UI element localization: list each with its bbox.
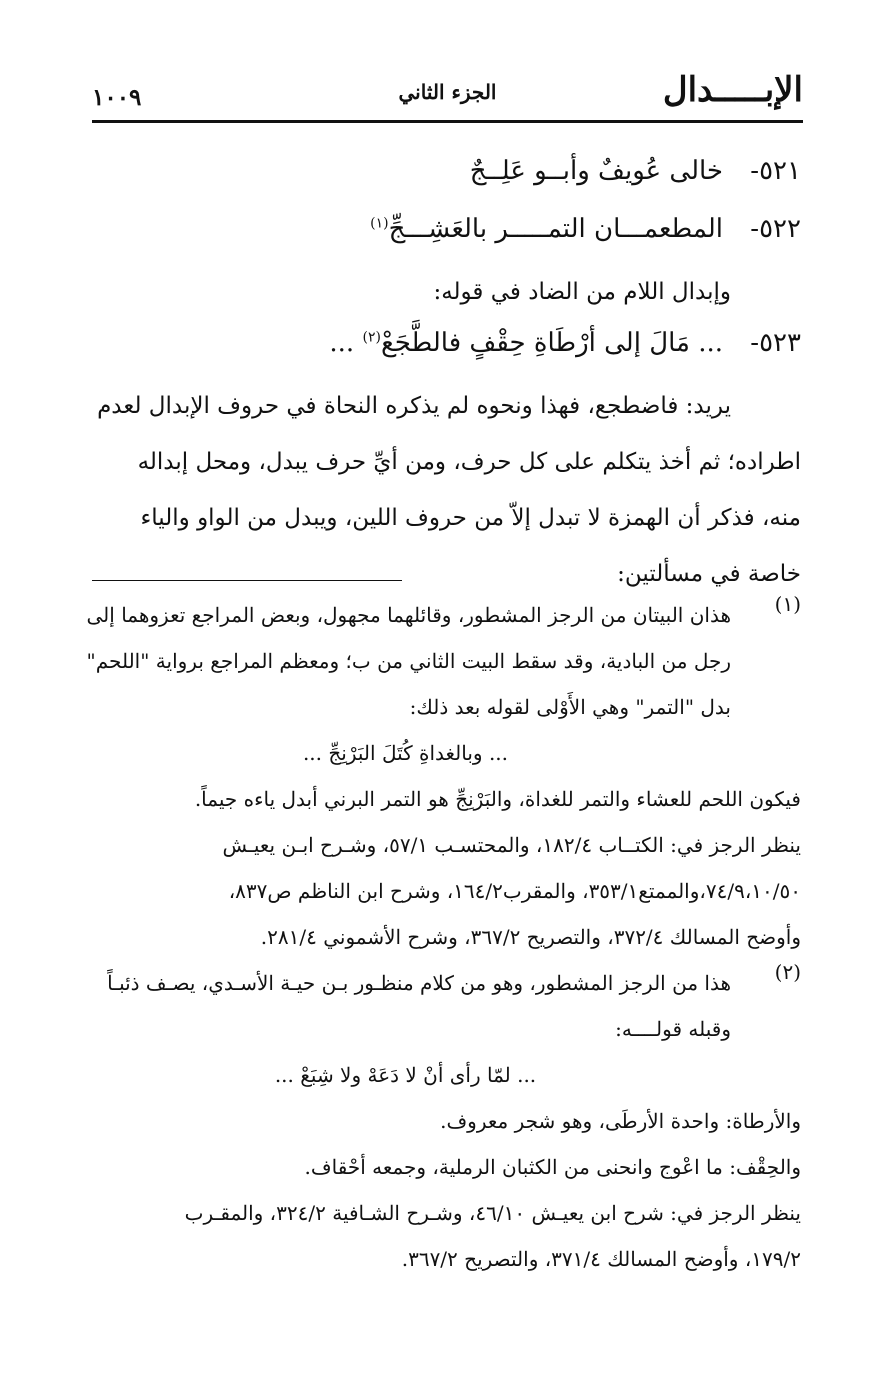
part-label: الجزء الثاني — [398, 80, 497, 104]
paragraph-line: منه، فذكر أن الهمزة لا تبدل إلاّ من حروف اللين، ويبدل من الواو والياء — [140, 505, 801, 531]
footnote-line: رجل من البادية، وقد سقط البيت الثاني من ب؛ ومعظم المراجع برواية "اللحم" — [86, 649, 731, 673]
verse-number: ٥٢٢- — [750, 214, 801, 244]
footnote-line: والأرطاة: واحدة الأرطَى، وهو شجر معروف. — [440, 1109, 801, 1133]
verse-body: المطعمـــان التمـــــر بالعَشِـــجِّ — [388, 214, 723, 244]
footnote-number: (٢) — [774, 960, 801, 984]
footnote-line: فيكون اللحم للعشاء والتمر للغداة، والبَرْنِجِّ هو التمر البرني أبدل ياءه جيماً. — [194, 787, 801, 811]
footnote-ref-2: (٢) — [362, 329, 381, 346]
paragraph-line: يريد: فاضطجع، فهذا ونحوه لم يذكره النحاة في حروف الإبدال لعدم — [97, 393, 731, 419]
footnote-line: وأوضح المسالك ٣٧٢/٤، والتصريح ٣٦٧/٢، وشرح الأشموني ٢٨١/٤. — [260, 925, 801, 949]
footnote-line: ينظر الرجز في: شرح ابن يعيـش ٤٦/١٠، وشـرح الشـافية ٣٢٤/٢، والمقـرب — [184, 1201, 801, 1225]
page-number: ١٠٠٩ — [92, 84, 142, 111]
verse-number: ٥٢١- — [750, 156, 801, 186]
footnote-line: ٧٤/٩،١٠/٥٠،والممتع٣٥٣/١، والمقرب١٦٤/٢، وشرح ابن الناظم ص٨٣٧، — [228, 879, 801, 903]
footnote-line: بدل "التمر" وهي الأَوْلى لقوله بعد ذلك: — [409, 695, 731, 719]
footnote-line: والحِقْف: ما اعْوج وانحنى من الكثبان الرملية، وجمعه أحْقاف. — [304, 1155, 801, 1179]
footnote-number: (١) — [774, 592, 801, 616]
footnote-separator — [92, 580, 402, 581]
verse-523 — [98, 320, 801, 378]
chapter-title: الإبـــــدال — [662, 70, 803, 110]
paragraph-line: اطراده؛ ثم أخذ يتكلم على كل حرف، ومن أيِّ حرف يبدل، ومحل إبداله — [137, 449, 801, 475]
intro-line: وإبدال اللام من الضاد في قوله: — [433, 279, 731, 305]
verse-text: خالى عُويفٌ وأبــو عَلِــجٌ — [469, 156, 723, 186]
verse-522 — [98, 206, 801, 264]
footnote-verse: ... لمّا رأى أنْ لا دَعَهْ ولا شِبَعْ ... — [274, 1063, 537, 1087]
verse-text — [370, 214, 723, 244]
main-text — [98, 148, 801, 602]
paragraph-line: خاصة في مسألتين: — [617, 561, 801, 587]
verse-trail: ... — [329, 328, 363, 358]
footnotes — [80, 592, 801, 1282]
footnote-1 — [80, 592, 801, 960]
footnote-line: هذا من الرجز المشطور، وهو من كلام منظـور بـن حيـة الأسـدي، يصـف ذئبـاً — [107, 971, 731, 995]
footnote-2 — [80, 960, 801, 1282]
verse-body: ... مَالَ إلى أرْطَاةِ حِقْفٍ فالطَّجَعْ — [380, 328, 723, 358]
footnote-line: هذان البيتان من الرجز المشطور، وقائلهما مجهول، وبعض المراجع تعزوهما إلى — [86, 603, 731, 627]
footnote-verse: ... وبالغداةِ كُتَلَ البَرْنِجِّ ... — [302, 741, 509, 765]
footnote-line: ينظر الرجز في: الكتــاب ١٨٢/٤، والمحتسـب ٥٧/١، وشـرح ابـن يعيـش — [222, 833, 801, 857]
footnote-line: ١٧٩/٢، وأوضح المسالك ٣٧١/٤، والتصريح ٣٦٧/٢. — [401, 1247, 801, 1271]
page-header — [92, 58, 803, 123]
verse-text — [329, 328, 723, 358]
footnote-ref-1: (١) — [370, 215, 389, 232]
verse-521 — [98, 148, 801, 206]
footnote-line: وقبله قولــــه: — [615, 1017, 731, 1041]
verse-number: ٥٢٣- — [750, 328, 801, 358]
